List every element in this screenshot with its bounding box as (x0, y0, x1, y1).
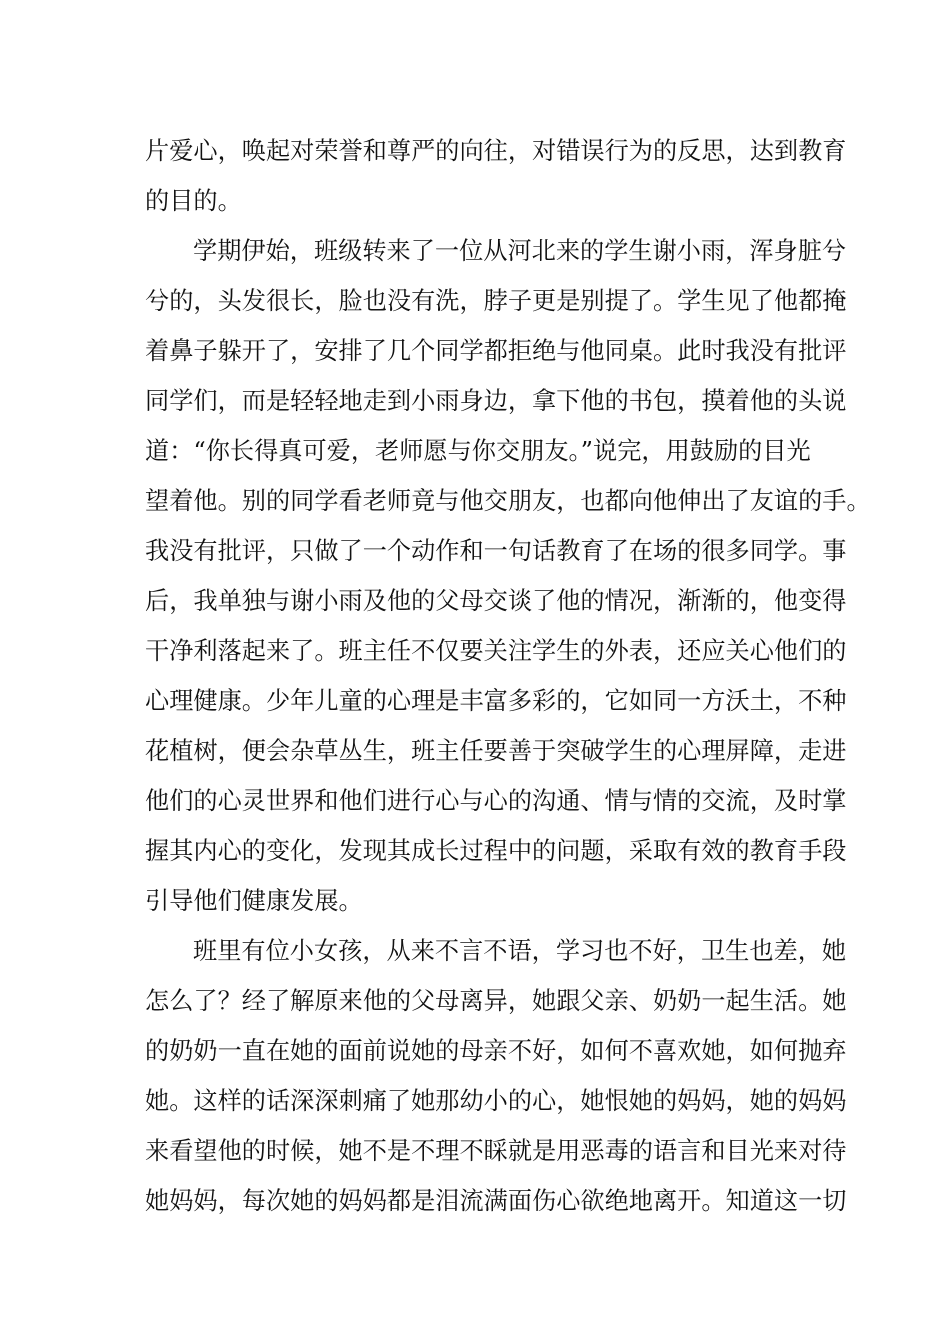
text-line: 花植树，便会杂草丛生，班主任要善于突破学生的心理屏障，走进 (145, 737, 847, 765)
text-line: 的目的。 (145, 187, 242, 215)
paragraph-start-line: 班里有位小女孩，从来不言不语，学习也不好，卫生也差，她 (193, 937, 847, 965)
text-line: 着鼻子躲开了，安排了几个同学都拒绝与他同桌。此时我没有批评 (145, 337, 847, 365)
text-line: 兮的，头发很长，脸也没有洗，脖子更是别提了。学生见了他都掩 (145, 287, 847, 315)
text-line: 干净利落起来了。班主任不仅要关注学生的外表，还应关心他们的 (145, 637, 847, 665)
text-line: 来看望他的时候，她不是不理不睬就是用恶毒的语言和目光来对待 (145, 1137, 847, 1165)
paragraph-start-line: 学期伊始，班级转来了一位从河北来的学生谢小雨，浑身脏兮 (193, 237, 847, 265)
text-line: 片爱心，唤起对荣誉和尊严的向往，对错误行为的反思，达到教育 (145, 137, 847, 165)
text-line: 怎么了？经了解原来他的父母离异，她跟父亲、奶奶一起生活。她 (145, 987, 847, 1015)
text-line: 望着他。别的同学看老师竟与他交朋友，也都向他伸出了友谊的手。 (145, 487, 871, 515)
text-line: 引导他们健康发展。 (145, 887, 363, 915)
text-line: 道：“你长得真可爱，老师愿与你交朋友。”说完，用鼓励的目光 (145, 437, 811, 465)
text-line: 我没有批评，只做了一个动作和一句话教育了在场的很多同学。事 (145, 537, 847, 565)
text-line: 他们的心灵世界和他们进行心与心的沟通、情与情的交流，及时掌 (145, 787, 847, 815)
text-line: 握其内心的变化，发现其成长过程中的问题，采取有效的教育手段 (145, 837, 847, 865)
text-line: 同学们，而是轻轻地走到小雨身边，拿下他的书包，摸着他的头说 (145, 387, 847, 415)
text-line: 她。这样的话深深刺痛了她那幼小的心，她恨她的妈妈，她的妈妈 (145, 1087, 847, 1115)
text-line: 她妈妈，每次她的妈妈都是泪流满面伤心欲绝地离开。知道这一切 (145, 1187, 847, 1215)
text-line: 心理健康。少年儿童的心理是丰富多彩的，它如同一方沃土，不种 (145, 687, 847, 715)
text-line: 后，我单独与谢小雨及他的父母交谈了他的情况，渐渐的，他变得 (145, 587, 847, 615)
text-line: 的奶奶一直在她的面前说她的母亲不好，如何不喜欢她，如何抛弃 (145, 1037, 847, 1065)
